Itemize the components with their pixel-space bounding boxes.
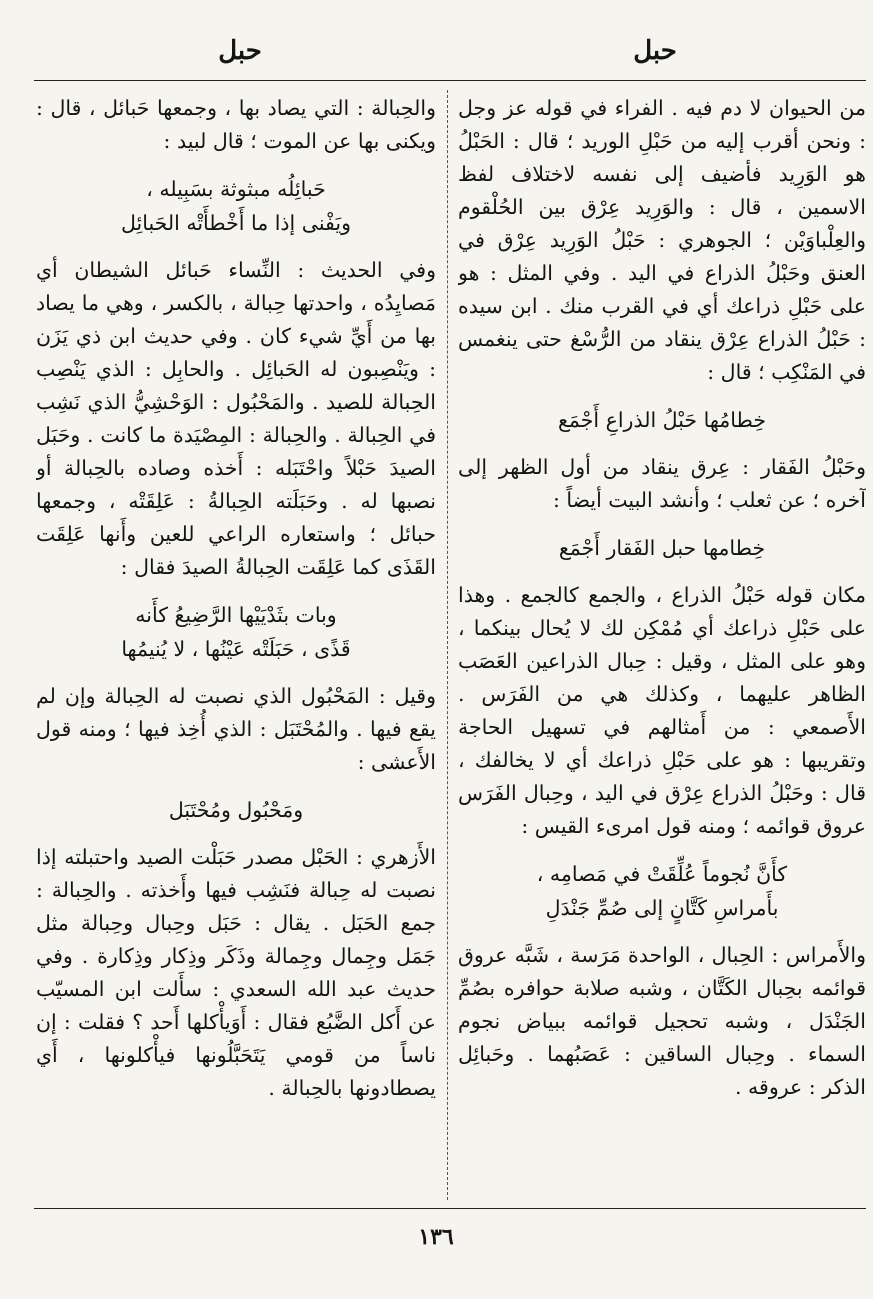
paragraph: والحِبالة : التي يصاد بها ، وجمعها حَبائل ، قال : ويكنى بها عن الموت ؛ قال لبيد : [36,96,436,153]
verse: خِطامُها حَبْلُ الذراعِ أَجْمَع [557,408,766,432]
verse [36,598,436,666]
header-rule [34,80,866,81]
verse-line: حَبائِلُه مبثوثة بسَبِيله ، [146,177,326,201]
right-column [458,92,866,1200]
verse: خِطامها حبل الفَقار أَجْمَع [558,536,766,560]
paragraph: والأَمراس : الحِبال ، الواحدة مَرَسة ، شَبَّه عروق قوائمه بحِبال الكَتَّان ، وشبه صلابة حوافره بصُمِّ الجَنْدَل ، وشبه تحجيل قوائمه ببياض نجوم السماء . وحِبال الساقين : عَصَبُهما . وحَبائِل الذكر : عروقه . [458,943,866,1099]
verse [36,172,436,240]
verse-line: قَذًى ، حَبَلَتْه عَيْنُها ، لا يُنيمُها [121,637,351,661]
verse-line: كأَنَّ نُجوماً عُلِّقَتْ في مَصامِه ، [536,862,788,886]
verse [458,857,866,925]
page-number: ١٣٦ [418,1224,454,1250]
verse-line: وبات بثَدْيَيْها الرَّضِيعُ كأَنه [135,603,337,627]
left-column [36,92,436,1200]
paragraph: وفي الحديث : النِّساء حَبائل الشيطان أي مَصايِدُه ، واحدتها حِبالة ، بالكسر ، وهي ما يصاد بها من أَيِّ شيء كان . وفي حديث ابن ذي يَزَن : ويَنْصِبون له الحَبائِل . والحابِل : الذي يَنْصِب الحِبالة للصيد . والمَحْبُول : الوَحْشِيُّ الذي نَشِب في الحِبالة . والحِبالة : المِصْيَدة ما كانت . وحَبَل الصيدَ حَبْلاً واحْتَبَله : أَخذه وصاده بالحِبالة أو نصبها له . وحَبَلَته الحِبالةُ : عَلِقَتْه ، وجمعها حبائل ؛ واستعاره الراعي للعين وأَنها عَلِقَت القَذَى كما عَلِقَت الحِبالةُ الصيدَ فقال : [36,258,436,579]
verse: ومَحْبُول ومُحْتَبَل [168,798,304,822]
paragraph: الأَزهري : الحَبْل مصدر حَبَلْت الصيد واحتبلته إذا نصبت له حِبالة فنَشِب فيها وأَخذته . والحِبالة : جمع الحَبَل . يقال : حَبَل وحِبال وحِبالة مثل جَمَل وجِمال وجِمالة وذَكَر وذِكار وذِكارة . وفي حديث عبد الله السعدي : سأَلت ابن المسيّب عن أَكل الضَّبُع فقال : أَوَيأْكلها أَحد ؟ فقلت : إن ناساً من قومي يَتَحَبَّلُونها فيأْكلونها ، أَي يصطادونها بالحِبالة . [36,845,436,1100]
verse-line: ويَفْنى إذا ما أَخْطأَتْه الحَبائِل [120,211,352,235]
paragraph: وقيل : المَحْبُول الذي نصبت له الحِبالة وإن لم يقع فيها . والمُحْتَبَل : الذي أُخِذ فيها ؛ ومنه قول الأَعشى : [36,684,436,774]
paragraph: مكان قوله حَبْلُ الذراع ، والجمع كالجمع . وهذا على حَبْلِ ذراعك أي مُمْكِن لك لا يُحال بينكما ، وهو على المثل ، وقيل : حِبال الذراعين العَصَب الظاهر عليهما ، وكذلك هي من الفَرَس . الأَصمعي : من أَمثالهم في تسهيل الحاجة وتقريبها : هو على حَبْلِ ذراعك أي لا يخالفك ، قال : وحَبْلُ الذراع عِرْق في اليد ، وحِبال الفَرَس عروق قوائمه ؛ ومنه قول امرىء القيس : [458,583,866,838]
column-divider [447,90,448,1200]
running-head-left: حبل [218,36,262,66]
paragraph: من الحيوان لا دم فيه . الفراء في قوله عز وجل : ونحن أقرب إليه من حَبْلِ الوريد ؛ قال : الحَبْلُ هو الوَرِيد فأضيف إلى نفسه لاختلاف لفظ الاسمين ، قال : والوَرِيد عِرْق بين الحُلْقوم والعِلْباوَيْن ؛ الجوهري : حَبْلُ الوَرِيد عِرْق في العنق وحَبْلُ الذراع في اليد . وفي المثل : هو على حَبْلِ ذراعك أي في القرب منك . ابن سيده : حَبْلُ الذراع عِرْق ينقاد من الرُّسْغ حتى ينغمس في المَنْكِب ؛ قال : [458,96,866,384]
verse-line: بأَمراسِ كَتَّانٍ إلى صُمِّ جَنْدَلِ [545,896,779,920]
paragraph: وحَبْلُ الفَقار : عِرق ينقاد من أول الظهر إلى آخره ؛ عن ثعلب ؛ وأنشد البيت أيضاً : [458,455,866,512]
running-head-right: حبل [633,36,677,66]
footer-rule [34,1208,866,1209]
